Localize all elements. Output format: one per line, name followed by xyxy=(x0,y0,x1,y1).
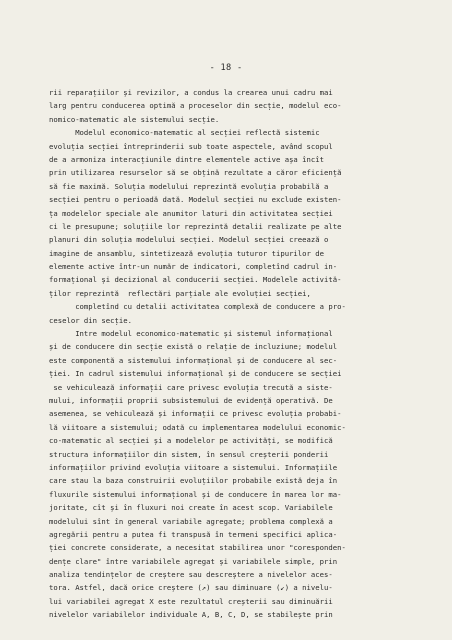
text-line: Modelul economico-matematic al secției reflectă sistemic xyxy=(49,128,320,138)
text-line: ceselor din secție. xyxy=(49,315,132,325)
text-line: asemenea, se vehiculează și informații ce privesc evoluția probabi- xyxy=(49,409,342,419)
text-line: să fie maximă. Soluția modelului reprezintă evoluția probabilă a xyxy=(49,181,329,191)
paragraph xyxy=(49,86,429,126)
body-text xyxy=(49,86,429,622)
text-line: tora. Astfel, dacă orice creștere (↗) sau diminuare (↙) a nivelu- xyxy=(49,583,333,593)
text-line: planuri din soluția modelului secției. Modelul secției creează o xyxy=(49,235,329,245)
text-line: este componentă a sistemului informațional și de conducere al sec- xyxy=(49,355,338,365)
text-line: dențe clare" între variabilele agregat și variabilele simple, prin xyxy=(49,556,338,566)
text-line: joritate, cît și în fluxuri noi create în acest scop. Variabilele xyxy=(49,503,333,513)
text-line: și de conducere din secție există o relație de incluziune; modelul xyxy=(49,342,338,352)
text-line: ci le presupune; soluțiile lor reprezintă detalii realizate pe alte xyxy=(49,221,342,231)
text-line: lă viitoare a sistemului; odată cu implementarea modelului economic- xyxy=(49,422,346,432)
text-line: analiza tendințelor de creștere sau descreștere a nivelelor aces- xyxy=(49,570,333,580)
text-line: completînd cu detalii activitatea complexă de conducere a pro- xyxy=(49,302,346,312)
text-line: fluxurile sistemului informațional și de conducere în marea lor ma- xyxy=(49,489,342,499)
page-number: - 18 - xyxy=(209,63,243,73)
text-line: elemente active într-un număr de indicatori, completînd cadrul in- xyxy=(49,262,338,272)
text-line: informațiilor privind evoluția viitoare a sistemului. Informațiile xyxy=(49,462,338,472)
text-line: agregării pentru a putea fi transpusă în termeni specifici aplica- xyxy=(49,529,338,539)
text-line: prin utilizarea resurselor să se obțină rezultate a căror eficiență xyxy=(49,168,342,178)
text-line: structura informațiilor din sistem, în sensul creșterii ponderii xyxy=(49,449,329,459)
text-line: care stau la baza construirii evoluțiilor probabile există deja în xyxy=(49,476,338,486)
text-line: co-matematic al secției și a modelelor pe activități, se modifică xyxy=(49,436,333,446)
text-line: nivelelor variabilelor individuale A, B, C, D, se stabilește prin xyxy=(49,610,333,620)
text-line: rii reparațiilor și revizilor, a condus la crearea unui cadru mai xyxy=(49,88,333,97)
text-line: nomico-matematic ale sistemului secție. xyxy=(49,114,220,124)
paragraph xyxy=(49,126,429,327)
text-line: ției. In cadrul sistemului informațional și de conducere se secției xyxy=(49,369,342,379)
text-line: larg pentru conducerea optimă a proceselor din secție, modelul eco- xyxy=(49,101,342,111)
text-line: modelului sînt în general variabile agregate; problema complexă a xyxy=(49,516,333,526)
text-line: ța modelelor speciale ale anumitor laturi din activitatea secției xyxy=(49,208,333,218)
text-line: evoluția secției întreprinderii sub toate aspectele, având scopul xyxy=(49,141,333,151)
text-line: formațional și decizional al conducerii secției. Modelele activită- xyxy=(49,275,342,285)
text-line: mului, informații proprii subsistemului de evidență operativă. De xyxy=(49,395,333,405)
text-line: imagine de ansamblu, sintetizează evoluția tuturor tipurilor de xyxy=(49,248,324,258)
text-line: secției pentru o perioadă dată. Modelul secției nu exclude existen- xyxy=(49,195,342,205)
paragraph xyxy=(49,327,429,622)
text-line: ților reprezintă reflectări parțiale ale evoluției secției, xyxy=(49,288,311,298)
text-line: lui variabilei agregat X este rezultatul creșterii sau diminuării xyxy=(49,596,333,606)
text-line: se vehiculează informații care privesc evoluția trecută a siste- xyxy=(49,382,333,392)
text-line: ției concrete considerate, a necesitat stabilirea unor "coresponden- xyxy=(49,543,346,553)
text-line: de a armoniza interacțiunile dintre elementele active așa încît xyxy=(49,154,324,164)
text-line: Intre modelul economico-matematic și sistemul informațional xyxy=(49,329,333,339)
